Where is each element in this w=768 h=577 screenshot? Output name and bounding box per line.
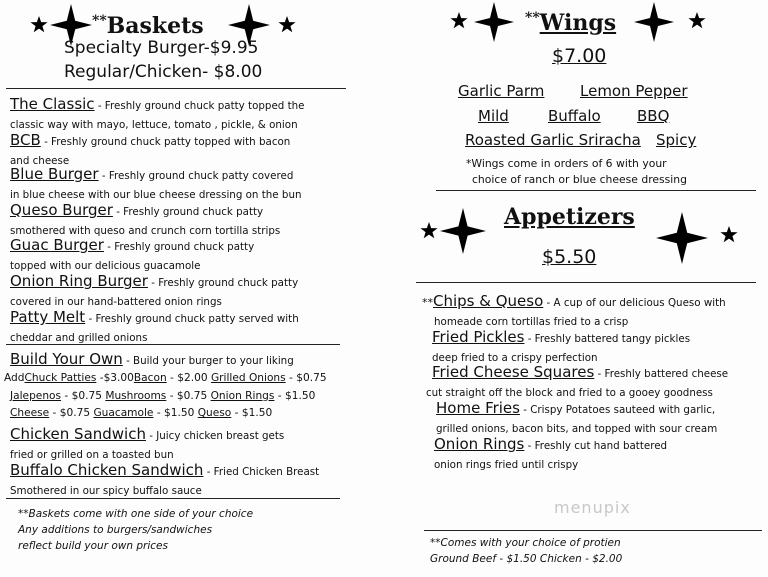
flavor-mild: Mild	[478, 107, 509, 125]
menu-item-bcb: BCB - Freshly ground chuck patty topped with bacon and cheese	[10, 131, 291, 167]
menu-item-build-your-own: Build Your Own - Build your burger to your liking	[10, 350, 294, 368]
menu-item-guac-burger: Guac Burger - Freshly ground chuck patty topped with our delicious guacamole	[10, 236, 255, 272]
flavor-garlic-parm: Garlic Parm	[458, 82, 545, 100]
baskets-note-2: Any additions to burgers/sandwiches	[18, 524, 213, 536]
menu-item-blue-burger: Blue Burger - Freshly ground chuck patty covered in blue cheese with our blue cheese dressing on the bun	[10, 165, 302, 201]
appetizers-note-1: **Comes with your choice of protien	[430, 537, 621, 549]
divider	[416, 282, 756, 283]
menu-item-patty-melt: Patty Melt - Freshly ground chuck patty served with cheddar and grilled onions	[10, 308, 299, 344]
flavor-buffalo: Buffalo	[548, 107, 601, 125]
star-icon	[30, 16, 48, 34]
watermark: menupix	[554, 498, 631, 517]
divider	[436, 190, 756, 191]
star-icon	[474, 2, 514, 42]
menu-item-onion-rings: Onion Rings - Freshly cut hand battered onion rings fried until crispy	[434, 435, 668, 471]
divider	[6, 344, 340, 345]
wings-price: $7.00	[552, 45, 607, 67]
flavor-bbq: BBQ	[637, 107, 670, 125]
star-icon	[688, 12, 706, 30]
wings-title: **Wings	[525, 10, 617, 36]
addons-line-2: Jalepenos - $0.75 Mushrooms - $0.75 Onion Rings - $1.50	[10, 390, 316, 402]
star-icon	[450, 12, 468, 30]
star-icon	[278, 16, 296, 34]
addons-line-1: AddChuck Patties -$3.00Bacon - $2.00 Grilled Onions - $0.75	[4, 372, 327, 384]
wings-note-2: choice of ranch or blue cheese dressing	[472, 173, 687, 186]
appetizers-price: $5.50	[542, 246, 597, 268]
menu-item-onion-ring-burger: Onion Ring Burger - Freshly ground chuck patty covered in our hand-battered onion rings	[10, 272, 299, 308]
baskets-note-1: **Baskets come with one side of your choice	[18, 508, 254, 520]
divider	[424, 530, 762, 531]
baskets-title: **Baskets	[92, 13, 204, 39]
star-icon	[634, 2, 674, 42]
menu-item-chips-and-queso: **Chips & Queso - A cup of our delicious Queso with homeade corn tortillas fried to a crisp	[422, 292, 726, 328]
baskets-note-3: reflect build your own prices	[18, 540, 168, 552]
star-icon	[440, 208, 486, 254]
flavor-roasted-garlic-sriracha: Roasted Garlic Sriracha	[465, 131, 641, 149]
divider	[6, 498, 340, 499]
menu-item-fried-pickles: Fried Pickles - Freshly battered tangy pickles deep fried to a crispy perfection	[432, 328, 691, 364]
appetizers-title: Appetizers	[504, 204, 635, 230]
star-icon	[420, 222, 438, 240]
menu-item-the-classic: The Classic - Freshly ground chuck patty topped the classic way with mayo, lettuce, tomato , pickle, & onion	[10, 95, 305, 131]
flavor-spicy: Spicy	[656, 131, 697, 149]
regular-price: Regular/Chicken- $8.00	[64, 62, 263, 82]
flavor-lemon-pepper: Lemon Pepper	[580, 82, 688, 100]
menu-item-home-fries: Home Fries - Crispy Potatoes sauteed with garlic, grilled onions, bacon bits, and topped with sour cream	[436, 399, 718, 435]
specialty-price: Specialty Burger-$9.95	[64, 38, 259, 58]
menu-item-queso-burger: Queso Burger - Freshly ground chuck patty smothered with queso and crunch corn tortilla strips	[10, 201, 281, 237]
addons-line-3: Cheese - $0.75 Guacamole - $1.50 Queso - $1.50	[10, 407, 273, 419]
star-icon	[720, 226, 738, 244]
divider	[6, 88, 346, 89]
wings-note-1: *Wings come in orders of 6 with your	[466, 157, 667, 170]
menu-item-fried-cheese-squares: Fried Cheese Squares - Freshly battered cheese cut straight off the block and fried to a gooey goodness	[426, 363, 729, 399]
appetizers-note-2: Ground Beef - $1.50 Chicken - $2.00	[430, 553, 623, 565]
star-icon	[656, 212, 708, 264]
menu-item-chicken-sandwich: Chicken Sandwich - Juicy chicken breast gets fried or grilled on a toasted bun	[10, 425, 285, 461]
menu-item-buffalo-chicken-sandwich: Buffalo Chicken Sandwich - Fried Chicken Breast Smothered in our spicy buffalo sauce	[10, 461, 320, 497]
